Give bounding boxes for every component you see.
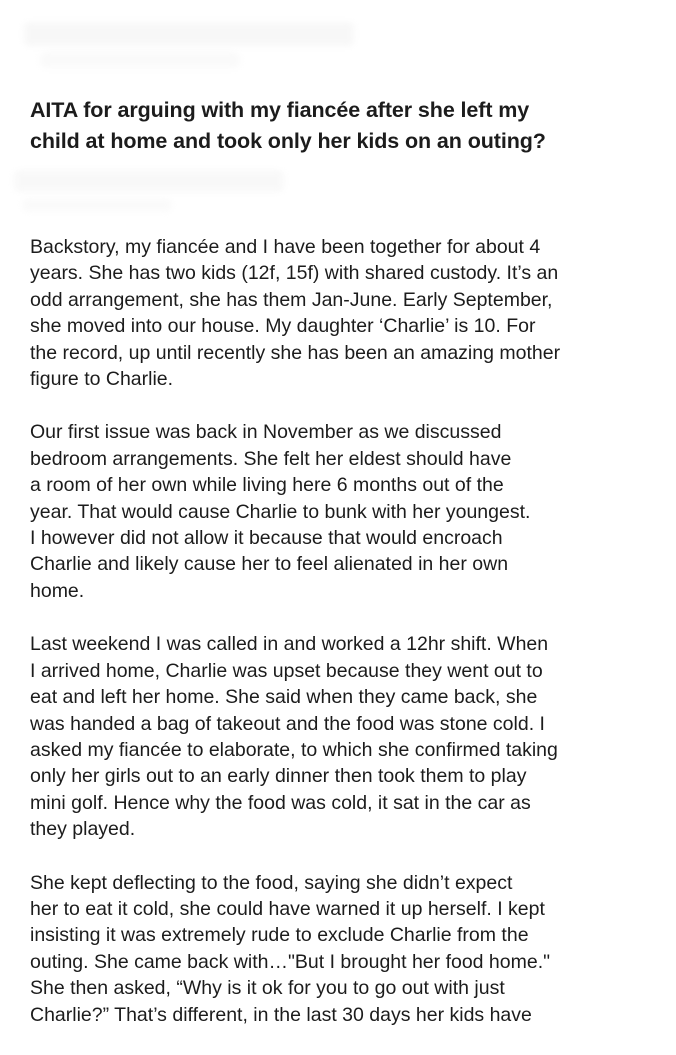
blurred-meta-subtext — [22, 198, 172, 212]
post-body — [30, 234, 655, 1055]
post-paragraph-backstory: Backstory, my fiancée and I have been together for about 4 years. She has two kids (12f, 15f) with shared custody. It’s an odd arrangement, she has them Jan-June. Early September, she moved into our house. My daughter ‘Charlie’ is 10. For the record, up until recently she has been an amazing mother figure to Charlie. — [30, 236, 561, 391]
blurred-meta-text — [14, 170, 284, 192]
post-title: AITA for arguing with my fiancée after she left my child at home and took only her kids on an outing? — [30, 98, 546, 153]
post-paragraph-argument: She kept deflecting to the food, saying she didn’t expect her to eat it cold, she could have warned it up herself. I kept insisting it was extremely rude to exclude Charlie from the outing. She came back with…"But I brought her food home." She then asked, “Why is it ok for you to go out with just Charlie?” That’s different, in the last 30 days her kids have — [30, 871, 551, 1026]
post-paragraph-bedroom: Our first issue was back in November as we discussed bedroom arrangements. She felt her eldest should have a room of her own while living here 6 months out of the year. That would cause Charlie to bunk with her youngest. I however did not allow it because that would encroach Charlie and likely cause her to feel alienated in her own home. — [30, 421, 531, 602]
blurred-header-text — [24, 22, 354, 46]
blurred-header-subtext — [40, 52, 240, 68]
post-paragraph-outing: Last weekend I was called in and worked a 12hr shift. When I arrived home, Charlie was upset because they went out to eat and left her home. She said when they came back, she was handed a bag of takeout and the food was stone cold. I asked my fiancée to elaborate, to which she confirmed taking only her girls out to an early dinner then took them to play mini golf. Hence why the food was cold, it sat in the car as they played. — [30, 633, 558, 841]
